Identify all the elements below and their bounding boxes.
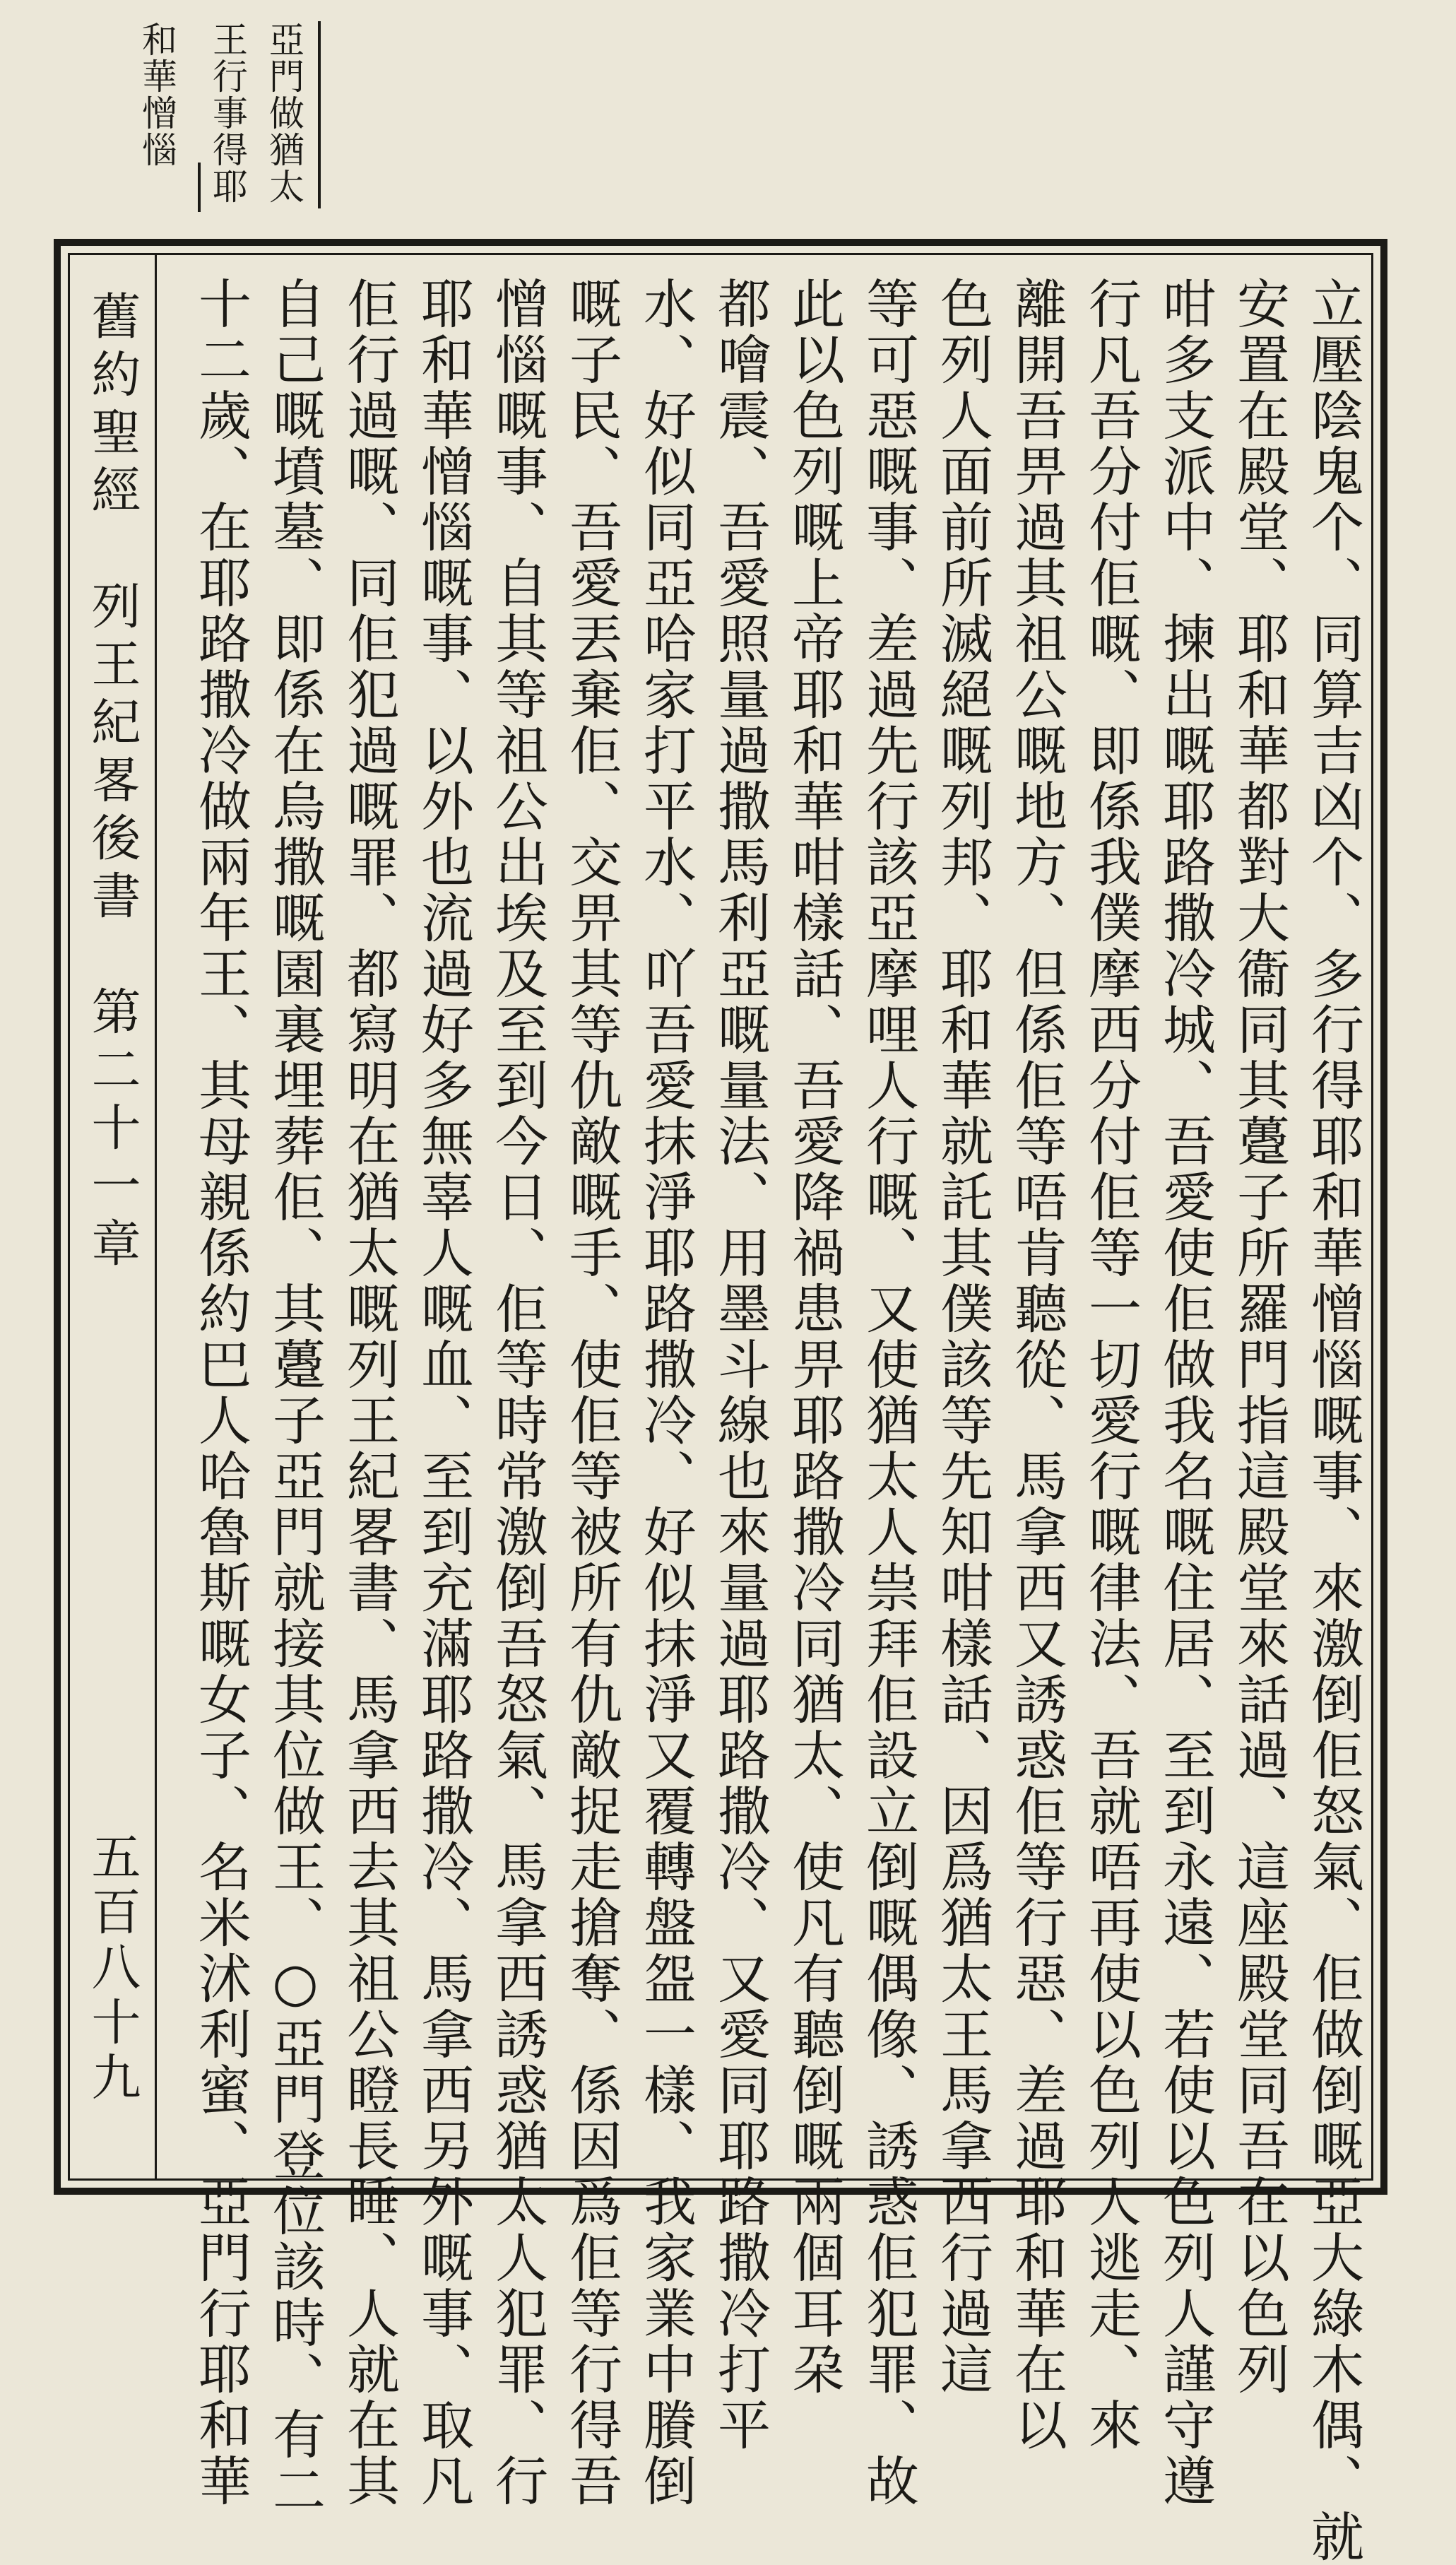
header-rule (198, 163, 201, 212)
body-column: 佢行過嘅、同佢犯過嘅罪、都寫明在猶太嘅列王紀畧書、馬拿西去其祖公瞪長睡、人就在其 (338, 276, 401, 2509)
body-column: 行凡吾分付佢嘅、即係我僕摩西分付佢等一切愛行嘅律法、吾就唔再使以色列人逃走、來 (1080, 276, 1142, 2453)
body-column: 此以色列嘅上帝耶和華咁樣話、吾愛降禍患畀耶路撒冷同猶太、使凡有聽倒嘅兩個耳朶 (783, 276, 846, 2398)
body-column: 立壓陰鬼个、同算吉凶个、多行得耶和華憎惱嘅事、來激倒佢怒氣、佢做倒嘅亞大綠木偶、就 (1303, 276, 1365, 2565)
header-line: 和華憎惱 (136, 21, 177, 168)
body-column: 等可惡嘅事、差過先行該亞摩哩人行嘅、又使猶太人祟拜佢設立倒嘅偶像、誘惑佢犯罪、故 (858, 276, 920, 2509)
body-column: 安置在殿堂、耶和華都對大衞同其躉子所羅門指這殿堂來話過、這座殿堂同吾在以色列 (1229, 276, 1291, 2398)
running-title: 舊約聖經 列王紀畧後書 第二十一章 (83, 290, 141, 1275)
chapter-summary-header (124, 21, 329, 233)
page-frame (54, 239, 1387, 2565)
body-column: 水、好似同亞哈家打平水、吖吾愛抹淨耶路撒冷、好似抹淨又覆轉盤盌一樣、我家業中賸倒 (635, 276, 697, 2509)
body-column: 十二歲、在耶路撒冷做兩年王、其母親係約巴人哈魯斯嘅女子、名米沭利蜜、亞門行耶和華 (190, 276, 252, 2509)
page-number: 五百八十九 (83, 1831, 141, 2106)
header-rule (318, 21, 321, 208)
body-column: 嘅子民、吾愛丟棄佢、交畀其等仇敵嘅手、使佢等被所有仇敵捉走搶奪、係因爲佢等行得吾 (561, 276, 623, 2509)
body-column: 憎惱嘅事、自其等祖公出埃及至到今日、佢等時常激倒吾怒氣、馬拿西誘惑猶太人犯罪、行 (487, 276, 549, 2509)
body-column: 咁多支派中、揀出嘅耶路撒冷城、吾愛使佢做我名嘅住居、至到永遠、若使以色列人謹守遵 (1154, 276, 1217, 2509)
page-frame-inner-border (68, 253, 1373, 2565)
body-column: 耶和華憎惱嘅事、以外也流過好多無辜人嘅血、至到充滿耶路撒冷、馬拿西另外嘅事、取凡 (413, 276, 475, 2509)
header-line: 亞門做猶太 (264, 21, 304, 205)
body-column: 都噲震、吾愛照量過撒馬利亞嘅量法、用墨斗線也來量過耶路撒冷、又愛同耶路撒冷打平 (709, 276, 771, 2453)
header-line: 王行事得耶 (207, 21, 248, 205)
body-column: 離開吾畀過其祖公嘅地方、但係佢等唔肯聽從、馬拿西又誘惑佢等行惡、差過耶和華在以 (1006, 276, 1068, 2453)
body-column: 色列人面前所滅絕嘅列邦、耶和華就託其僕該等先知咁樣話、因爲猶太王馬拿西行過這 (932, 276, 994, 2398)
body-column: 自己嘅墳墓、即係在烏撒嘅園裏埋葬佢、其躉子亞門就接其位做王、○亞門登位該時、有二 (264, 276, 326, 2518)
margin-rule (155, 255, 157, 2178)
